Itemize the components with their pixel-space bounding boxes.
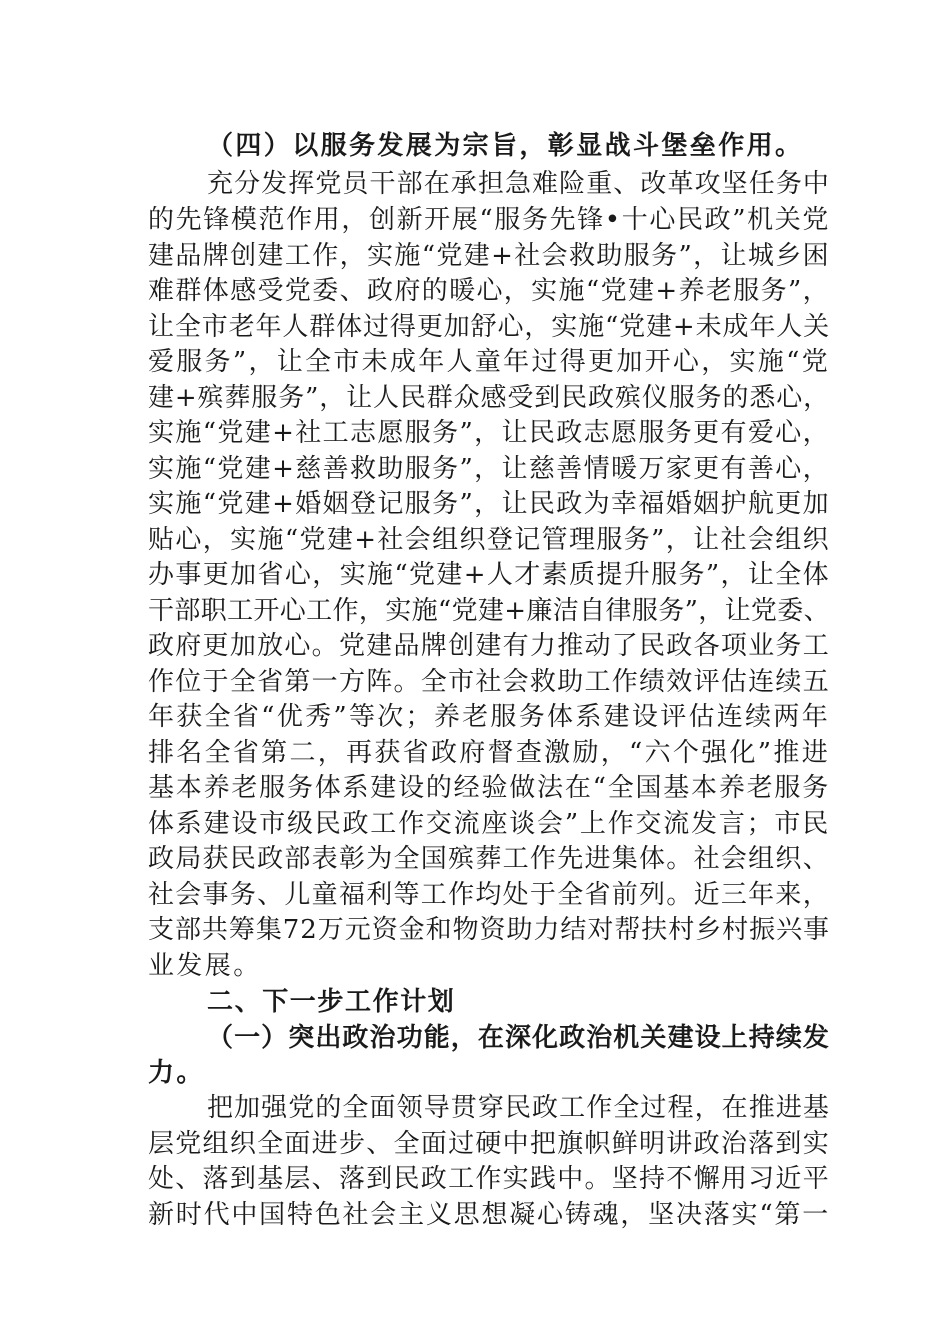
paragraph-line: 难群体感受党委、政府的暖心，实施“党建+养老服务”， — [148, 276, 830, 306]
paragraph-line: 让全市老年人群体过得更加舒心，实施“党建+未成年人关 — [148, 312, 830, 342]
paragraph-line: 政府更加放心。党建品牌创建有力推动了民政各项业务工 — [148, 631, 830, 661]
paragraph-line: 支部共筹集72万元资金和物资助力结对帮扶村乡村振兴事 — [148, 915, 830, 945]
section-subheading: 力。 — [148, 1058, 205, 1088]
section-subheading: （四）以服务发展为宗旨，彰显战斗堡垒作用。 — [207, 131, 804, 161]
paragraph-line: 处、落到基层、落到民政工作实践中。坚持不懈用习近平 — [148, 1164, 830, 1194]
paragraph-line: 体系建设市级民政工作交流座谈会”上作交流发言；市民 — [148, 809, 830, 839]
paragraph-line: 办事更加省心，实施“党建+人才素质提升服务”，让全体 — [148, 560, 830, 590]
paragraph-line: 干部职工开心工作，实施“党建+廉洁自律服务”，让党委、 — [148, 596, 830, 626]
paragraph-line: 年获全省“优秀”等次；养老服务体系建设评估连续两年 — [148, 702, 830, 732]
paragraph-line: 的先锋模范作用，创新开展“服务先锋•十心民政”机关党 — [148, 205, 830, 235]
paragraph-line: 新时代中国特色社会主义思想凝心铸魂，坚决落实“第一 — [148, 1200, 830, 1230]
paragraph-line: 基本养老服务体系建设的经验做法在“全国基本养老服务 — [148, 773, 830, 803]
paragraph-line: 爱服务”，让全市未成年人童年过得更加开心，实施“党 — [148, 347, 830, 377]
paragraph-line: 实施“党建+婚姻登记服务”，让民政为幸福婚姻护航更加 — [148, 489, 830, 519]
section-heading: 二、下一步工作计划 — [207, 987, 456, 1017]
paragraph-line: 层党组织全面进步、全面过硬中把旗帜鲜明讲政治落到实 — [148, 1129, 830, 1159]
paragraph-line: 作位于全省第一方阵。全市社会救助工作绩效评估连续五 — [148, 667, 830, 697]
paragraph-line: 实施“党建+慈善救助服务”，让慈善情暖万家更有善心， — [148, 454, 830, 484]
paragraph-line: 把加强党的全面领导贯穿民政工作全过程，在推进基 — [207, 1093, 830, 1123]
paragraph-line: 实施“党建+社工志愿服务”，让民政志愿服务更有爱心， — [148, 418, 830, 448]
paragraph-line: 贴心，实施“党建+社会组织登记管理服务”，让社会组织 — [148, 525, 830, 555]
paragraph-line: 充分发挥党员干部在承担急难险重、改革攻坚任务中 — [207, 169, 830, 199]
paragraph-line: 建品牌创建工作，实施“党建+社会救助服务”，让城乡困 — [148, 241, 830, 271]
paragraph-line: 社会事务、儿童福利等工作均处于全省前列。近三年来， — [148, 880, 830, 910]
paragraph-line: 业发展。 — [148, 951, 262, 981]
paragraph-line: 政局获民政部表彰为全国殡葬工作先进集体。社会组织、 — [148, 844, 830, 874]
paragraph-line: 排名全省第二，再获省政府督查激励，“六个强化”推进 — [148, 738, 830, 768]
section-subheading: （一）突出政治功能，在深化政治机关建设上持续发 — [207, 1023, 830, 1053]
paragraph-line: 建+殡葬服务”，让人民群众感受到民政殡仪服务的悉心， — [148, 383, 830, 413]
